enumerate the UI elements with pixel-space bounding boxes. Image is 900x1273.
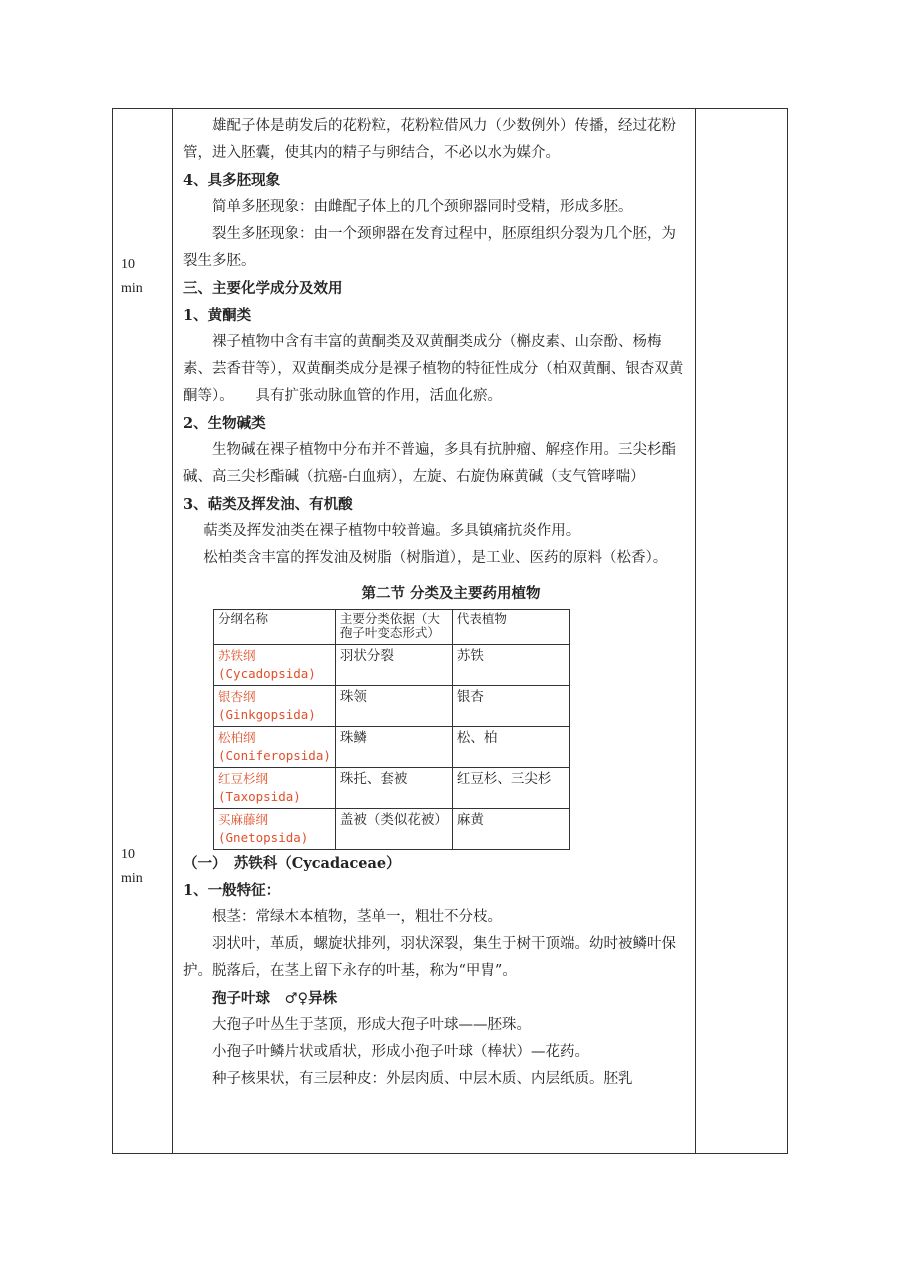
paragraph: 萜类及挥发油类在裸子植物中较普遍。多具镇痛抗炎作用。 [203,523,581,539]
lesson-table [112,108,788,1154]
table-header-cell: 代表植物 [452,610,569,645]
class-name-cell: 银杏纲 (Ginkgopsida) [214,686,336,727]
column-divider-right [695,109,696,1153]
basis-cell: 羽状分裂 [335,645,452,686]
table-row [214,686,570,727]
plant-cell: 麻黄 [452,809,569,850]
subsection-heading: 1、一般特征： [183,882,281,899]
class-name-cell: 买麻藤纲 (Gnetopsida) [214,809,336,850]
paragraph: 根茎：常绿木本植物，茎单一，粗壮不分枝。 [212,909,502,925]
subsection-heading: 3、萜类及挥发油、有机酸 [183,496,353,513]
paragraph: 大孢子叶丛生于茎顶，形成大孢子叶球——胚珠。 [212,1017,531,1033]
family-heading: （一） 苏铁科（Cycadaceae） [183,855,401,872]
plant-cell: 红豆杉、三尖杉 [452,768,569,809]
basis-cell: 珠托、套被 [335,768,452,809]
paragraph: 种子核果状，有三层种皮：外层肉质、中层木质、内层纸质。胚乳 [212,1071,633,1087]
classification-table [213,609,570,850]
basis-cell: 珠领 [335,686,452,727]
subsection-heading: 1、黄酮类 [183,307,252,324]
plant-cell: 苏铁 [452,645,569,686]
paragraph: 裸子植物中含有丰富的黄酮类及双黄酮类成分（槲皮素、山奈酚、杨梅素、芸香苷等），双黄酮类成分是裸子植物的特征性成分（柏双黄酮、银杏双黄酮等）。 具有扩张动脉血管的作用，活血化瘀。 [183,334,684,404]
time-label-2: 10 min [121,847,143,886]
subsection-heading: 2、生物碱类 [183,415,266,432]
table-title: 第二节 分类及主要药用植物 [361,585,541,602]
table-row [214,809,570,850]
class-name-cell: 松柏纲 (Coniferopsida) [214,727,336,768]
table-header-cell: 分纲名称 [214,610,336,645]
table-header-cell: 主要分类依据（大孢子叶变态形式） [335,610,452,645]
paragraph: 小孢子叶鳞片状或盾状，形成小孢子叶球（棒状）—花药。 [212,1044,589,1060]
class-name-cell: 红豆杉纲 (Taxopsida) [214,768,336,809]
subsection-heading: 孢子叶球 ♂♀异株 [212,990,338,1007]
paragraph: 简单多胚现象：由雌配子体上的几个颈卵器同时受精，形成多胚。 [212,199,633,215]
table-row [214,727,570,768]
paragraph: 生物碱在裸子植物中分布并不普遍，多具有抗肿瘤、解痉作用。三尖杉酯碱、高三尖杉酯碱（抗癌-白血病），左旋、右旋伪麻黄碱（支气管哮喘） [183,442,676,485]
time-label-1: 10 min [121,257,143,296]
lesson-content [183,113,689,1093]
section-heading: 三、主要化学成分及效用 [183,280,343,297]
plant-cell: 银杏 [452,686,569,727]
paragraph: 羽状叶，革质，螺旋状排列，羽状深裂，集生于树干顶端。幼时被鳞叶保护。脱落后，在茎上留下永存的叶基，称为“甲胄”。 [183,936,676,979]
column-divider-left [172,109,173,1153]
basis-cell: 盖被（类似花被） [335,809,452,850]
table-header-row [214,610,570,645]
section-heading: 4、具多胚现象 [183,172,281,189]
paragraph: 雄配子体是萌发后的花粉粒，花粉粒借风力（少数例外）传播，经过花粉管，进入胚囊，使其内的精子与卵结合，不必以水为媒介。 [183,118,676,161]
table-row [214,645,570,686]
table-row [214,768,570,809]
paragraph: 裂生多胚现象：由一个颈卵器在发育过程中，胚原组织分裂为几个胚，为裂生多胚。 [183,226,676,269]
class-name-cell: 苏铁纲 (Cycadopsida) [214,645,336,686]
paragraph: 松柏类含丰富的挥发油及树脂（树脂道），是工业、医药的原料（松香）。 [203,550,668,566]
basis-cell: 珠鳞 [335,727,452,768]
plant-cell: 松、柏 [452,727,569,768]
